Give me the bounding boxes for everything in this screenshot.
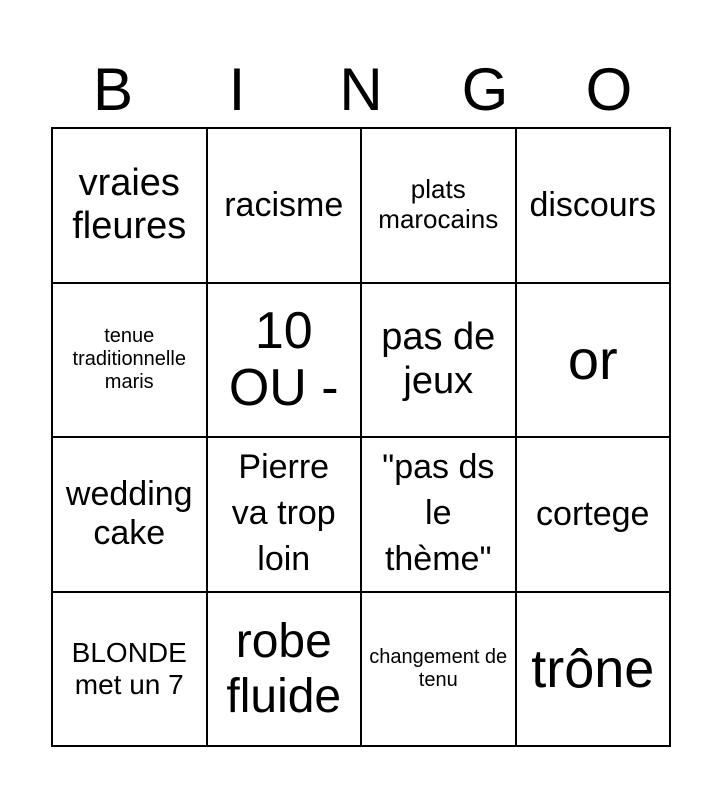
bingo-cell: 10 OU - <box>208 284 363 439</box>
bingo-cell: racisme <box>208 129 363 284</box>
bingo-cell: or <box>517 284 672 439</box>
bingo-cell: "pas ds le thème" <box>362 438 517 593</box>
bingo-cell: vraies fleures <box>53 129 208 284</box>
bingo-cell: Pierre va trop loin <box>208 438 363 593</box>
bingo-grid <box>51 127 671 747</box>
bingo-cell: BLONDE met un 7 <box>53 593 208 748</box>
header-letter-o: O <box>585 56 633 123</box>
header-letter-i: I <box>228 56 246 123</box>
bingo-cell: robe fluide <box>208 593 363 748</box>
bingo-header <box>51 56 671 124</box>
bingo-cell: changement de tenu <box>362 593 517 748</box>
header-letter-g: G <box>461 56 509 123</box>
bingo-cell: cortege <box>517 438 672 593</box>
header-letter-n: N <box>339 56 383 123</box>
bingo-cell: wedding cake <box>53 438 208 593</box>
bingo-cell: tenue traditionnelle maris <box>53 284 208 439</box>
bingo-cell: discours <box>517 129 672 284</box>
bingo-cell: plats marocains <box>362 129 517 284</box>
header-letter-b: B <box>92 56 134 123</box>
bingo-cell: trône <box>517 593 672 748</box>
bingo-cell: pas de jeux <box>362 284 517 439</box>
